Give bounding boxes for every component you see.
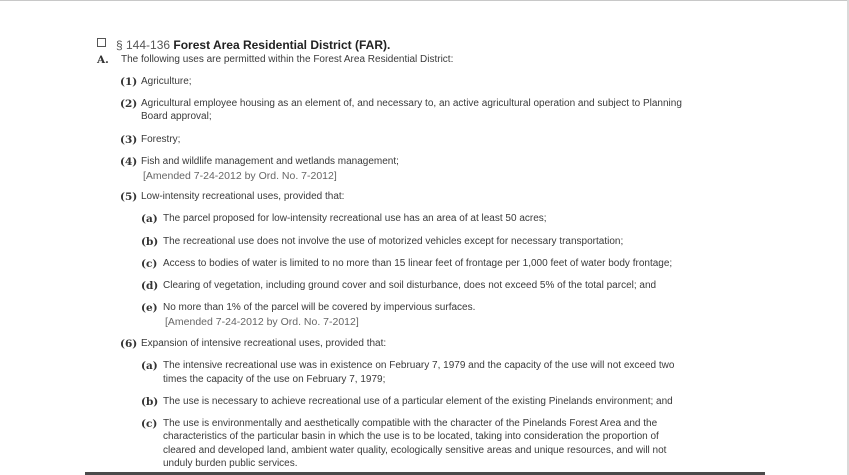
item-5-text: Low-intensity recreational uses, provided that: xyxy=(141,191,345,202)
item-2-text-line1: Agricultural employee housing as an element of, and necessary to, an active agricultural operation and subject to Planning xyxy=(141,98,682,109)
item-4-history: [Amended 7-24-2012 by Ord. No. 7-2012] xyxy=(143,170,337,182)
item-5c-text: Access to bodies of water is limited to no more than 15 linear feet of frontage per 1,000 feet of water body frontage; xyxy=(163,258,673,269)
item-5b-marker: (b) xyxy=(141,236,159,248)
top-border xyxy=(0,0,849,7)
item-5a-text: The parcel proposed for low-intensity recreational use has an area of at least 50 acres; xyxy=(163,213,547,224)
item-5e-marker: (e) xyxy=(141,302,158,314)
item-5b-text: The recreational use does not involve the use of motorized vehicles except for necessary transportation; xyxy=(163,236,624,247)
item-6b-text: The use is necessary to achieve recreational use of a particular element of the existing Pinelands environment; and xyxy=(163,396,673,407)
item-6a-marker: (a) xyxy=(141,360,158,372)
item-6c-text-line4: unduly burden public services. xyxy=(163,458,298,469)
section-heading xyxy=(116,38,390,52)
item-5-marker: (5) xyxy=(120,191,138,203)
item-6c-text-line3: cleared and developed land, ambient water quality, ecologically sensitive areas and unique resources, and will not xyxy=(163,445,667,456)
item-5c-marker: (c) xyxy=(141,258,158,270)
item-5d-text: Clearing of vegetation, including ground cover and soil disturbance, does not exceed 5% of the total parcel; and xyxy=(163,280,657,291)
section-title: Forest Area Residential District (FAR). xyxy=(173,38,391,52)
item-6-text: Expansion of intensive recreational uses, provided that: xyxy=(141,338,387,349)
item-5d-marker: (d) xyxy=(141,280,159,292)
item-2-text-line2: Board approval; xyxy=(141,111,212,122)
item-4-text: Fish and wildlife management and wetlands management; xyxy=(141,156,399,167)
section-checkbox[interactable] xyxy=(97,38,106,47)
item-1-marker: (1) xyxy=(120,76,138,88)
item-6a-text-line2: times the capacity of the use on February 7, 1979; xyxy=(163,374,386,385)
item-6c-marker: (c) xyxy=(141,418,158,430)
item-6c-text-line1: The use is environmentally and aesthetically compatible with the character of the Pinelands Forest Area and the xyxy=(163,418,658,429)
subsection-a-marker: A. xyxy=(97,54,109,66)
item-6b-marker: (b) xyxy=(141,396,159,408)
item-3-marker: (3) xyxy=(120,134,138,146)
item-6-marker: (6) xyxy=(120,338,138,350)
item-6a-text-line1: The intensive recreational use was in existence on February 7, 1979 and the capacity of the use will not exceed two xyxy=(163,360,675,371)
item-5e-text: No more than 1% of the parcel will be covered by impervious surfaces. xyxy=(163,302,476,313)
subsection-a-intro: The following uses are permitted within the Forest Area Residential District: xyxy=(121,54,454,65)
item-2-marker: (2) xyxy=(120,98,138,110)
item-3-text: Forestry; xyxy=(141,134,181,145)
item-6c-text-line2: characteristics of the particular basin in which the use is to be located, taking into consideration the proportion of xyxy=(163,431,659,442)
item-5a-marker: (a) xyxy=(141,213,158,225)
item-5e-history: [Amended 7-24-2012 by Ord. No. 7-2012] xyxy=(165,316,359,328)
item-1-text: Agriculture; xyxy=(141,76,192,87)
item-4-marker: (4) xyxy=(120,156,138,168)
section-number: § 144-136 xyxy=(116,38,171,52)
